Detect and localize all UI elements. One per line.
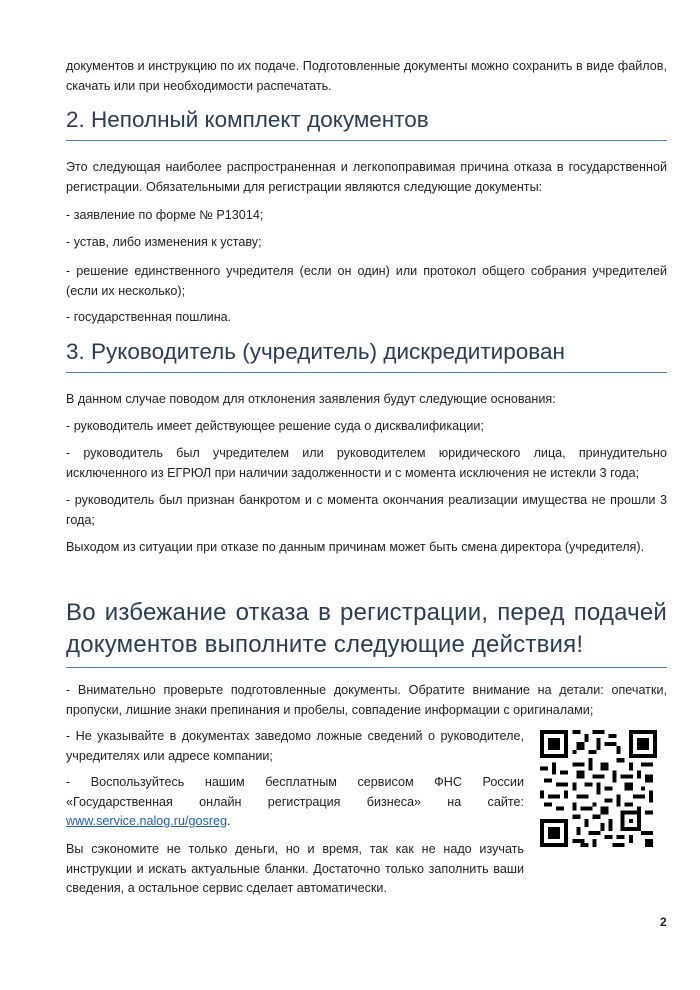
advice-item-3	[66, 773, 524, 832]
advice-item-1: - Внимательно проверьте подготовленные документы. Обратите внимание на детали: опечатки, пропуски, лишние знаки препинания и пробелы, совпадение информации с оригиналами;	[66, 683, 667, 717]
section-3-heading: 3. Руководитель (учредитель) дискредитирован	[66, 338, 667, 373]
advice-closing: Вы сэкономите не только деньги, но и время, так как не надо изучать инструкции и искать актуальные бланки. Достаточно только заполнить ваши сведения, а остальное сервис сделает автоматически.	[66, 842, 524, 895]
section-2-item-1: - заявление по форме № Р13014;	[66, 208, 264, 222]
section-3-item-2: - руководитель был учредителем или руководителем юридического лица, принудительно исключенного из ЕГРЮЛ при наличии задолженности и с момента исключения не истекли 3 года;	[66, 446, 667, 480]
section-3-item-3: - руководитель был признан банкротом и с момента окончания реализации имущества не прошли 3 года;	[66, 493, 667, 527]
gosreg-link[interactable]: www.service.nalog.ru/gosreg	[66, 814, 227, 828]
intro-paragraph: документов и инструкцию по их подаче. Подготовленные документы можно сохранить в виде файлов, скачать или при необходимости распечатать.	[66, 59, 667, 93]
page-number: 2	[660, 915, 667, 929]
section-3-paragraph: В данном случае поводом для отклонения заявления будут следующие основания:	[66, 392, 556, 406]
advice-heading: Во избежание отказа в регистрации, перед подачей документов выполните следующие действия!	[66, 597, 667, 668]
advice-item-2: - Не указывайте в документах заведомо ложные сведений о руководителе, учредителях или адресе компании;	[66, 729, 524, 763]
section-2-heading: 2. Неполный комплект документов	[66, 106, 667, 141]
section-2-item-2: - устав, либо изменения к уставу;	[66, 235, 262, 249]
section-2-item-4: - государственная пошлина.	[66, 310, 232, 324]
qr-code-image	[540, 730, 657, 847]
section-3-item-1: - руководитель имеет действующее решение суда о дисквалификации;	[66, 419, 484, 433]
advice-item-3-text: - Воспользуйтесь нашим бесплатным сервисом ФНС России «Государственная онлайн регистрация бизнеса» на сайте:	[66, 775, 524, 809]
section-2-item-3: - решение единственного учредителя (если он один) или протокол общего собрания учредителей (если их несколько);	[66, 264, 667, 298]
section-2-paragraph: Это следующая наиболее распространенная и легкопоправимая причина отказа в государственной регистрации. Обязательными для регистрации являются следующие документы:	[66, 160, 667, 194]
advice-item-3-end: .	[227, 814, 231, 828]
section-3-conclusion: Выходом из ситуации при отказе по данным причинам может быть смена директора (учредителя).	[66, 540, 645, 554]
